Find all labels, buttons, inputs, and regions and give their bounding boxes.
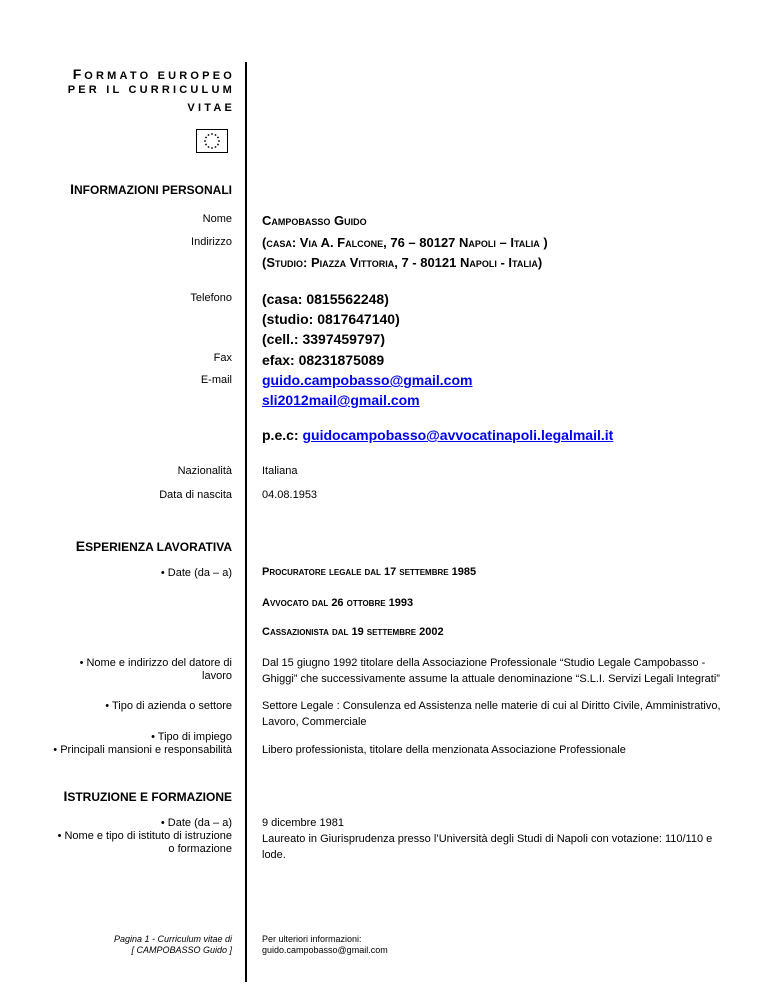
name-value: Campobasso Guido <box>262 213 367 228</box>
section-education: ISTRUZIONE E FORMAZIONE <box>63 788 232 804</box>
education-degree: Laureato in Giurisprudenza presso l’Università degli Studi di Napoli con votazione: 110/110 e lode. <box>262 833 713 861</box>
birth-date-value: 04.08.1953 <box>262 489 318 501</box>
address-office: (Studio: Piazza Vittoria, 7 - 80121 Napoli - Italia) <box>262 255 543 270</box>
nationality-label: Nazionalità <box>177 465 232 477</box>
sector-value: Settore Legale : Consulenza ed Assistenza nelle materie di cui al Diritto Civile, Amministrativo, Lavoro, Commerciale <box>262 700 721 728</box>
work-entry-procuratore: Procuratore legale dal 17 settembre 1985 <box>262 566 477 578</box>
fax-label: Fax <box>213 352 232 364</box>
fax-value: efax: 08231875089 <box>262 352 385 368</box>
phone-label: Telefono <box>190 292 232 304</box>
duties-label: • Principali mansioni e responsabilità <box>53 744 232 756</box>
phone-home: (casa: 0815562248) <box>262 291 389 307</box>
work-entry-avvocato: Avvocato dal 26 ottobre 1993 <box>262 597 414 609</box>
job-type-label: • Tipo di impiego <box>151 731 232 743</box>
work-entry-cassazionista: Cassazionista dal 19 settembre 2002 <box>262 626 444 638</box>
pec-email-link[interactable]: guidocampobasso@avvocatinapoli.legalmail.it <box>302 427 614 443</box>
education-labels: • Date (da – a) • Nome e tipo di istituto di istruzione o formazione <box>57 817 232 855</box>
format-title-line3: VITAE <box>187 102 235 114</box>
column-divider <box>245 62 247 982</box>
phone-mobile: (cell.: 3397459797) <box>262 331 385 347</box>
format-title-line2: PER IL CURRICULUM <box>67 84 235 96</box>
duties-value: Libero professionista, titolare della menzionata Associazione Professionale <box>262 744 626 756</box>
section-work-experience: ESPERIENZA LAVORATIVA <box>75 538 232 554</box>
birth-date-label: Data di nascita <box>159 489 232 501</box>
name-label: Nome <box>202 213 232 225</box>
section-personal-info: INFORMAZIONI PERSONALI <box>70 181 232 197</box>
pec-line: p.e.c: guidocampobasso@avvocatinapoli.legalmail.it <box>262 427 614 443</box>
address-home: (casa: Via A. Falcone, 76 – 80127 Napoli – Italia ) <box>262 235 548 250</box>
employer-value: Dal 15 giugno 1992 titolare della Associazione Professionale “Studio Legale Campobasso - Ghiggi” che successivamente assume la attuale denominazione “S.L.I. Servizi Legali Integrati” <box>262 657 720 685</box>
footer-contact-info: Per ulteriori informazioni: guido.campobasso@gmail.com <box>262 934 388 955</box>
education-date: 9 dicembre 1981 <box>262 817 344 829</box>
nationality-value: Italiana <box>262 465 298 477</box>
email-label: E-mail <box>200 374 232 386</box>
phone-office: (studio: 0817647140) <box>262 311 400 327</box>
footer-page-info: Pagina 1 - Curriculum vitae di [ CAMPOBASSO Guido ] <box>113 934 232 955</box>
work-dates-label: • Date (da – a) <box>160 567 232 579</box>
employer-label: • Nome e indirizzo del datore di lavoro <box>79 657 232 682</box>
address-label: Indirizzo <box>191 236 232 248</box>
sector-label: • Tipo di azienda o settore <box>105 700 232 712</box>
email-link-1[interactable]: guido.campobasso@gmail.com <box>262 372 473 388</box>
format-title-line1: FORMATO EUROPEO <box>72 66 235 82</box>
eu-flag-icon <box>196 129 228 153</box>
email-link-2[interactable]: sli2012mail@gmail.com <box>262 392 420 408</box>
